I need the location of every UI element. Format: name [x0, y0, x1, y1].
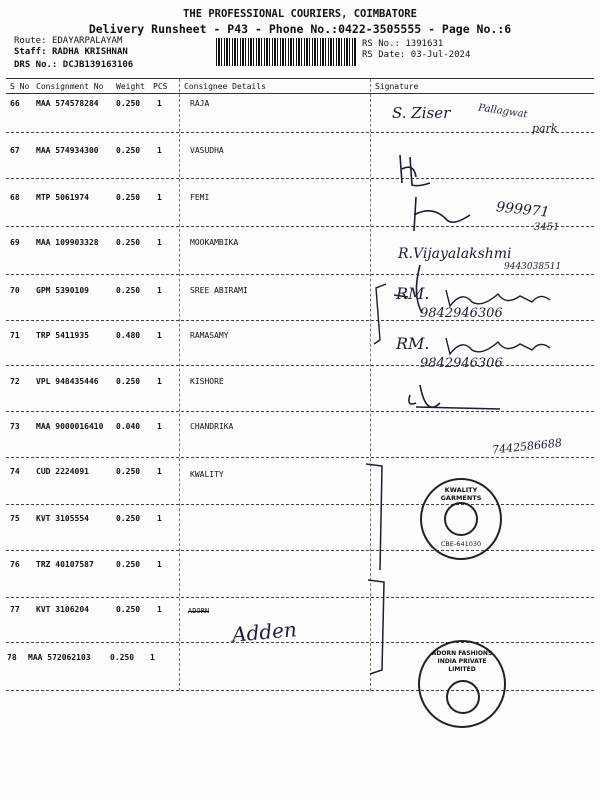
row-sno: 77: [10, 605, 20, 614]
barcode: [216, 38, 356, 66]
seal-logo: [446, 680, 480, 714]
row-weight: 0.250: [116, 514, 141, 523]
row-divider: [6, 690, 594, 691]
row-pcs: 1: [157, 193, 162, 202]
row-consignee: SREE ABIRAMI: [190, 286, 248, 295]
row-sno: 70: [10, 286, 20, 295]
row-sno: 78: [7, 653, 17, 662]
signature-handwriting: RM.: [396, 334, 430, 353]
row-sno: 71: [10, 331, 20, 340]
bracket-mark: [360, 460, 400, 680]
row-consignment-no: MAA 574578284: [36, 99, 99, 108]
row-divider: [6, 597, 594, 598]
row-weight: 0.480: [116, 331, 141, 340]
route-label: Route:: [14, 36, 47, 46]
row-weight: 0.250: [110, 653, 135, 662]
signature-handwriting: 999971: [495, 199, 551, 221]
row-weight: 0.250: [116, 467, 141, 476]
row-consignee: VASUDHA: [190, 146, 224, 155]
rs-date-label: RS Date:: [362, 50, 406, 60]
staff-line: [14, 47, 128, 57]
row-sno: 74: [10, 467, 20, 476]
row-pcs: 1: [150, 653, 155, 662]
signature-handwriting: 3451: [534, 222, 560, 233]
table-header-border: [6, 93, 594, 94]
signature-handwriting: Pallagwat: [477, 102, 529, 121]
row-divider: [6, 457, 594, 458]
col-header-consignee: Consignee Details: [184, 82, 266, 91]
row-consignee: RAJA: [190, 99, 210, 108]
row-pcs: 1: [157, 422, 162, 431]
col-header-consignment: Consignment No: [36, 82, 104, 91]
row-consignee: ADORN: [188, 607, 210, 615]
signature-handwriting: 9842946306: [420, 306, 503, 321]
rs-no-value: 1391631: [405, 39, 444, 49]
row-consignment-no: TRP 5411935: [36, 331, 89, 340]
signature-handwriting: park: [532, 122, 558, 135]
seal-text: KWALITY GARMENTS: [440, 486, 482, 502]
row-weight: 0.250: [116, 238, 141, 247]
row-divider: [6, 132, 594, 133]
rs-date-line: [362, 50, 470, 60]
table-top-border: [6, 78, 594, 79]
signature-handwriting: RM.: [396, 284, 430, 303]
row-weight: 0.040: [116, 422, 141, 431]
row-pcs: 1: [157, 286, 162, 295]
row-weight: 0.250: [116, 146, 141, 155]
row-pcs: 1: [157, 605, 162, 614]
row-consignee: MOOKAMBIKA: [190, 238, 239, 247]
row-weight: 0.250: [116, 286, 141, 295]
row-consignment-no: TRZ 40107587: [36, 560, 94, 569]
row-consignment-no: MTP 5061974: [36, 193, 89, 202]
row-pcs: 1: [157, 146, 162, 155]
row-sno: 75: [10, 514, 20, 523]
drs-line: [14, 60, 133, 70]
row-weight: 0.250: [116, 99, 141, 108]
signature-handwriting: 9443038511: [504, 262, 562, 272]
row-consignment-no: VPL 948435446: [36, 377, 99, 386]
row-sno: 73: [10, 422, 20, 431]
seal-text: ADORN FASHIONS INDIA PRIVATE LIMITED: [431, 650, 493, 673]
drs-value: DCJB139163106: [62, 60, 134, 70]
row-consignee: FEMI: [190, 193, 210, 202]
row-divider: [6, 550, 594, 551]
row-weight: 0.250: [116, 193, 141, 202]
row-weight: 0.250: [116, 377, 141, 386]
row-consignment-no: KVT 3106204: [36, 605, 89, 614]
row-pcs: 1: [157, 560, 162, 569]
company-name: THE PROFESSIONAL COURIERS, COIMBATORE: [183, 8, 417, 20]
rs-no-line: [362, 39, 443, 49]
row-sno: 72: [10, 377, 20, 386]
col-header-weight: Weight: [116, 82, 145, 91]
col-header-signature: Signature: [375, 82, 419, 91]
row-pcs: 1: [157, 238, 162, 247]
row-sno: 76: [10, 560, 20, 569]
row-consignment-no: MAA 574934300: [36, 146, 99, 155]
row-consignee: KISHORE: [190, 377, 224, 386]
row-consignment-no: GPM 5390109: [36, 286, 89, 295]
signature-handwriting: 9842946306: [420, 356, 503, 371]
row-sno: 67: [10, 146, 20, 155]
row-weight: 0.250: [116, 560, 141, 569]
runsheet-subtitle: Delivery Runsheet - P43 - Phone No.:0422-3505555 - Page No.:6: [88, 22, 512, 36]
row-sno: 66: [10, 99, 20, 108]
signature-handwriting: R.Vijayalakshmi: [398, 246, 512, 262]
row-consignment-no: MAA 9000016410: [36, 422, 104, 431]
row-divider: [6, 504, 594, 505]
row-pcs: 1: [157, 331, 162, 340]
seal-text: CBE-641030: [440, 540, 482, 548]
row-consignment-no: MAA 572062103: [28, 653, 91, 662]
staff-value: RADHA KRISHNAN: [51, 47, 128, 57]
row-consignee: KWALITY: [190, 470, 224, 479]
row-weight: 0.250: [116, 605, 141, 614]
kwality-seal: [420, 478, 502, 560]
row-pcs: 1: [157, 467, 162, 476]
row-divider: [6, 642, 594, 643]
route-value: EDAYARPALAYAM: [51, 36, 123, 46]
signature-handwriting: 7442586688: [491, 436, 563, 457]
row-pcs: 1: [157, 377, 162, 386]
row-consignee: RAMASAMY: [190, 331, 229, 340]
row-sno: 69: [10, 238, 20, 247]
row-pcs: 1: [157, 514, 162, 523]
signature-handwriting: S. Ziser: [392, 104, 451, 122]
row-consignment-no: KVT 3105554: [36, 514, 89, 523]
staff-label: Staff:: [14, 47, 47, 57]
route-line: [14, 36, 122, 46]
rs-date-value: 03-Jul-2024: [410, 50, 471, 60]
signature-handwriting: Adden: [231, 617, 298, 647]
signature-scribbles: [442, 284, 562, 374]
rs-no-label: RS No.:: [362, 39, 400, 49]
bracket-mark: [372, 280, 432, 380]
row-consignment-no: CUD 2224091: [36, 467, 89, 476]
row-pcs: 1: [157, 99, 162, 108]
row-sno: 68: [10, 193, 20, 202]
row-consignment-no: MAA 109903328: [36, 238, 99, 247]
col-header-sno: S No: [10, 82, 30, 91]
row-consignee: CHANDRIKA: [190, 422, 234, 431]
col-header-pcs: PCS: [153, 82, 168, 91]
column-divider: [179, 79, 180, 691]
adorn-seal: [418, 640, 506, 728]
seal-logo: [444, 502, 478, 536]
drs-label: DRS No.:: [14, 60, 58, 70]
